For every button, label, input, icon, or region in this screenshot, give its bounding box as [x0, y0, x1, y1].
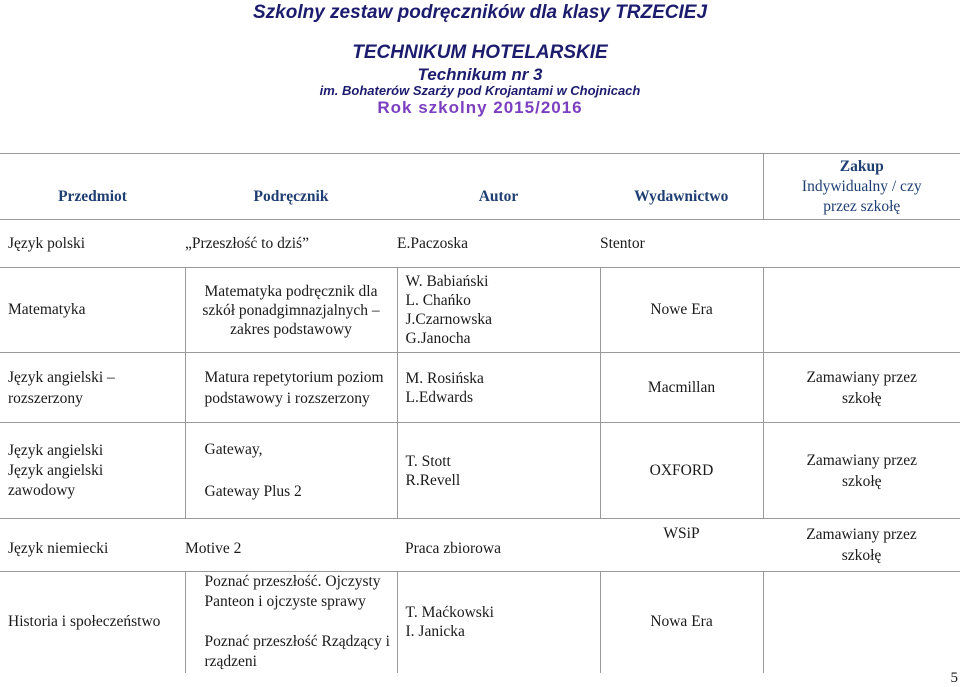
- row-3-book-line-2: podstawowy i rozszerzony: [204, 389, 370, 407]
- header-purchase-sub-2: przez szkołę: [823, 197, 901, 215]
- row-3-subject: [0, 353, 185, 423]
- header-author: Autor: [397, 154, 600, 220]
- row-4-book: [185, 423, 397, 519]
- table-row: [0, 220, 960, 268]
- row-4-author-line-2: R.Revell: [405, 471, 461, 489]
- row-3-purchase-line-2: szkołę: [841, 389, 882, 407]
- row-5-purchase-line-1: Zamawiany przez: [806, 526, 917, 543]
- row-4-book-line-1: Gateway,: [204, 441, 263, 458]
- row-3-purchase: [763, 353, 960, 423]
- row-4-author: [397, 423, 600, 519]
- header-purchase-title: Zakup: [839, 157, 884, 175]
- row-4-subject-line-1: Język angielski: [8, 441, 104, 459]
- row-4-subject: [0, 423, 185, 519]
- row-3-book-line-1: Matura repetytorium poziom: [204, 368, 384, 386]
- row-5-purchase: [763, 519, 960, 572]
- row-4-purchase: [763, 423, 960, 519]
- row-4-book-line-3: Gateway Plus 2: [204, 483, 302, 500]
- header-publisher: Wydawnictwo: [600, 154, 763, 220]
- row-5-subject: Język niemiecki: [0, 519, 185, 572]
- row-2-book-line-3: zakres podstawowy: [230, 320, 352, 338]
- row-6-author-line-2: I. Janicka: [405, 623, 465, 641]
- textbook-table: [0, 153, 960, 673]
- row-2-book-line-2: szkół ponadgimnazjalnych –: [202, 301, 380, 319]
- row-6-book-line-4: Poznać przeszłość Rządzący i: [204, 633, 390, 651]
- row-3-subject-line-2: rozszerzony: [8, 389, 83, 407]
- row-2-book: [185, 268, 397, 353]
- row-2-book-line-1: Matematyka podręcznik dla: [204, 282, 378, 300]
- header-purchase: [763, 154, 960, 220]
- table-row: [0, 268, 960, 353]
- row-2-author-line-4: G.Janocha: [405, 330, 471, 347]
- row-3-author: [397, 353, 600, 423]
- table-row: [0, 519, 960, 572]
- school-year: Rok szkolny 2015/2016: [377, 98, 583, 117]
- row-6-purchase: [763, 572, 960, 673]
- row-4-purchase-line-1: Zamawiany przez: [806, 451, 918, 469]
- table-row: [0, 423, 960, 519]
- row-3-publisher: Macmillan: [600, 353, 763, 423]
- row-6-subject: Historia i społeczeństwo: [0, 572, 185, 673]
- school-name: TECHNIKUM HOTELARSKIE: [352, 42, 608, 63]
- row-4-subject-line-2: Język angielski: [8, 461, 104, 479]
- header-book: Podręcznik: [185, 154, 397, 220]
- row-6-book-line-3: [205, 612, 397, 632]
- table-row: [0, 572, 960, 673]
- row-3-subject-line-1: Język angielski –: [8, 368, 115, 386]
- school-number: Technikum nr 3: [417, 65, 543, 84]
- row-1-purchase: [763, 220, 960, 268]
- row-5-publisher: WSiP: [600, 519, 763, 572]
- row-6-author: [397, 572, 600, 673]
- row-6-book: [185, 572, 397, 673]
- row-4-subject-line-3: zawodowy: [8, 481, 76, 499]
- row-6-publisher: Nowa Era: [600, 572, 763, 673]
- row-2-author-line-1: W. Babiański: [405, 273, 489, 290]
- row-6-book-line-1: Poznać przeszłość. Ojczysty: [204, 573, 381, 591]
- table-header-row: [0, 154, 960, 220]
- row-6-book-line-5: rządzeni: [204, 653, 257, 671]
- row-6-book-line-2: Panteon i ojczyste sprawy: [204, 593, 366, 611]
- header-purchase-sub-1: Indywidualny / czy: [801, 177, 922, 195]
- page-number: 5: [950, 670, 958, 686]
- row-3-author-line-1: M. Rosińska: [405, 369, 484, 387]
- row-3-book: [185, 353, 397, 423]
- row-5-book: Motive 2: [185, 519, 397, 572]
- row-3-author-line-2: L.Edwards: [405, 388, 474, 406]
- row-6-author-line-1: T. Maćkowski: [405, 604, 494, 622]
- row-2-publisher: Nowe Era: [600, 268, 763, 353]
- row-1-publisher: Stentor: [600, 220, 763, 268]
- row-3-purchase-line-1: Zamawiany przez: [806, 368, 918, 386]
- row-4-book-line-2: [205, 460, 397, 481]
- row-2-author: [397, 268, 600, 353]
- row-1-book: „Przeszłość to dziś”: [185, 220, 397, 268]
- row-2-subject: Matematyka: [0, 268, 185, 353]
- row-1-subject: Język polski: [0, 220, 185, 268]
- row-4-author-line-1: T. Stott: [405, 452, 451, 470]
- row-4-purchase-line-2: szkołę: [841, 472, 882, 490]
- table-row: [0, 353, 960, 423]
- row-5-purchase-line-2: szkołę: [841, 547, 882, 564]
- row-2-author-line-2: L. Chańko: [405, 292, 471, 309]
- row-1-author: E.Paczoska: [397, 220, 600, 268]
- row-2-purchase: [763, 268, 960, 353]
- header-subject: Przedmiot: [0, 154, 185, 220]
- row-5-author: Praca zbiorowa: [397, 519, 600, 572]
- title-line-1: Szkolny zestaw podręczników dla klasy TRZECIEJ: [252, 2, 708, 23]
- school-patron: im. Bohaterów Szarży pod Krojantami w Chojnicach: [319, 83, 641, 98]
- row-4-publisher: OXFORD: [600, 423, 763, 519]
- row-2-author-line-3: J.Czarnowska: [405, 311, 493, 328]
